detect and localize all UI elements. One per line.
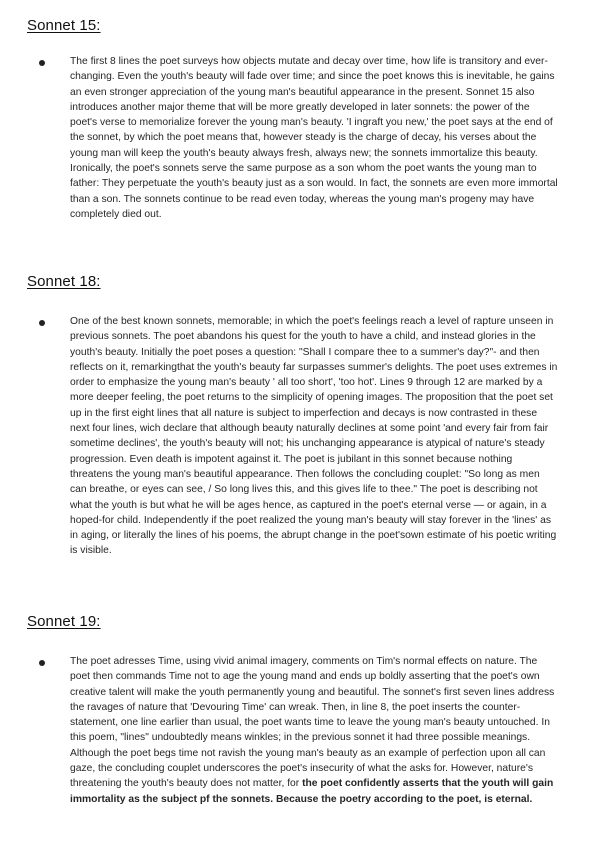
section-heading: Sonnet 18: [27,273,101,290]
bullet-point [39,60,45,66]
paragraph-bold-text: the poet confidently asserts that the youth will gain immortality as the subject pf the sonnets. Because the poetry according to the poet, is eternal. [70,778,554,805]
section-paragraph: One of the best known sonnets, memorable; in which the poet's feelings reach a level of rapture unseen in previous sonnets. The poet abandons his quest for the youth to have a child, and instead glories in the youth's beauty. Initially the poet poses a question: "Shall I compare thee to a summer's day?"- and then reflects on it, remarkingthat the youth's beauty far surpasses summer's delights. The poet uses extremes in order to emphasize the young man's beauty ' all too short', 'too hot'. Lines 9 through 12 are marked by a more deeper feeling, the poet returns to the simplicity of opening images. The proposition that the poet set up in the first eight lines that all nature is subject to imperfection and decays is now contrasted in these next four lines, wich declare that although beauty naturally declines at some point 'and every fair from fair sometime declines', the youth's beauty will not; his unchanging appearance is atypical of nature's steady progression. Even death is impotent against it. The poet is jubilant in this sonnet because nothing threatens the young man's beautiful appearance. Then follows the concluding couplet: "So long as men can breathe, or eyes can see, / So long lives this, and this gives life to thee." The poet is describing not what the youth is but what he will be ages hence, as captured in the poet's eternal verse — or again, in a hoped-for child. Independently if the poet realized the young man's beauty will stay forever in the 'lines' as in aging, or literally the lines of his poems, the abrupt change in the poet'sown estimate of his poetic writing is visible. [70,316,558,557]
bullet-point [39,320,45,326]
section-heading: Sonnet 19: [27,613,101,630]
section-paragraph: The first 8 lines the poet surveys how objects mutate and decay over time, how life is transitory and ever-changing. Even the youth's beauty will fade over time; and since the poet knows this is inevitable, he gains an even stronger appreciation of the young man's beautiful appearance in the present. Sonnet 15 also introduces another major theme that will be more greatly developed in later sonnets: the power of the poet's verse to memorialize forever the young man's beauty. 'I ingraft you new,' the poet says at the end of the sonnet, by which the poet means that, however steady is the charge of decay, his verses about the young man will keep the youth's beauty always fresh, always new; the sonnets immortalize this beauty. Ironically, the poet's sonnets serve the same purpose as a son whom the poet wants the young man to father: They perpetuate the youth's beauty just as a son would. In fact, the sonnets are even more immortal than a son. The sonnets continue to be read even today, whereas the young man's progeny may have completely died out. [70,56,558,220]
paragraph-regular-text: The poet adresses Time, using vivid animal imagery, comments on Tim's normal effects on nature. The poet then commands Time not to age the young mand and ends up boldly asserting that the poet's own creative talent will make the youth permanently young and beautiful. The sonnet's first seven lines address the ravages of nature that 'Devouring Time' can wreak. Then, in line 8, the poet inserts the counter-statement, one line earlier than usual, the poet wants time to leave the young man's beauty untouched. In this poem, "lines" undoubtedly means winkles; in the previous sonnet it had three possible meanings. Although the poet begs time not ravish the young man's beauty as an example of perfection upon all can gaze, the concluding couplet underscores the poet's insecurity of what the asks for. However, nature's threatening the youth's beauty does not matter, for [70,656,555,790]
section-heading: Sonnet 15: [27,17,101,34]
section-paragraph [70,654,558,807]
bullet-point [39,660,45,666]
